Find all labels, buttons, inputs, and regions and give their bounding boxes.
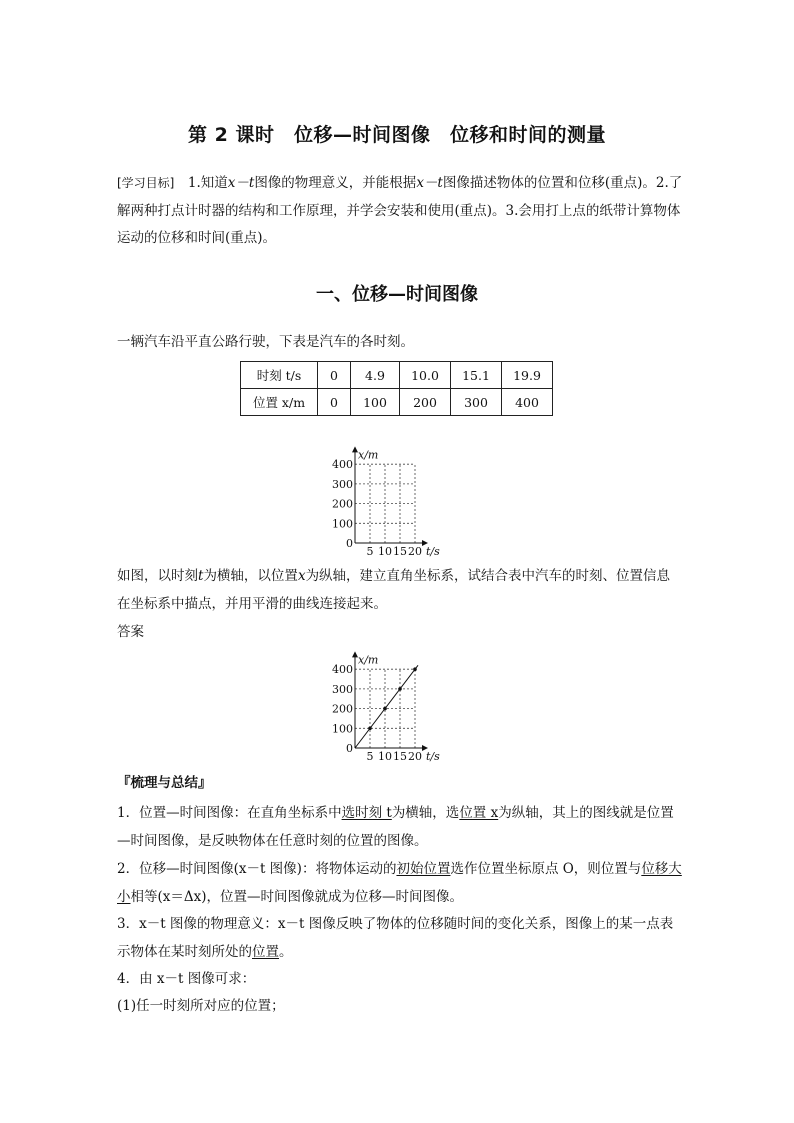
- y-tick-label: 300: [332, 682, 353, 696]
- table-cell: 200: [400, 389, 451, 416]
- objectives-xt-2: x－t: [416, 175, 443, 191]
- question-text: [117, 563, 683, 618]
- x-axis-label: t/s: [426, 750, 440, 763]
- x-tick-label: 5: [366, 750, 374, 763]
- objectives-tag: [学习目标]: [117, 176, 175, 190]
- summary-underlined: 选时刻 t: [341, 805, 392, 821]
- table-cell: 19.9: [502, 362, 553, 389]
- page-title: 第 2 课时 位移—时间图像 位移和时间的测量: [188, 124, 606, 146]
- y-tick-label: 400: [332, 458, 353, 472]
- table-row-label: 位置 x/m: [241, 389, 318, 416]
- summary-text: 1．位置—时间图像：在直角坐标系中: [117, 805, 342, 821]
- answer-xt-chart: [330, 643, 460, 772]
- table-cell: 10.0: [400, 362, 451, 389]
- summary-text: 选作位置坐标原点 O，则位置与: [450, 861, 642, 877]
- objectives-text-1: 1.知道: [174, 175, 228, 191]
- time-position-table: [240, 361, 553, 416]
- x-tick-label: 15: [393, 545, 407, 558]
- summary-underlined: 位置 x: [459, 805, 499, 821]
- table-row: [241, 389, 553, 416]
- summary-item-4: 4．由 x－t 图像可求：: [117, 971, 256, 987]
- summary-item-2: [117, 856, 683, 911]
- chart-svg: [330, 643, 460, 768]
- table-cell: 300: [451, 389, 502, 416]
- summary-underlined: 初始位置: [396, 861, 451, 877]
- summary-item-1: [117, 800, 683, 855]
- x-tick-label: 10: [378, 545, 392, 558]
- table-cell: 400: [502, 389, 553, 416]
- summary-text: 为横轴，选: [391, 805, 460, 821]
- origin-label: 0: [346, 537, 353, 550]
- learning-objectives: [117, 170, 683, 253]
- summary-text: 。: [279, 943, 293, 960]
- question-part: 如图，以时刻: [117, 568, 198, 584]
- data-point: [368, 727, 372, 731]
- data-point: [398, 687, 402, 691]
- summary-item-5: (1)任一时刻所对应的位置；: [117, 998, 285, 1014]
- summary-underlined: 位置: [252, 943, 279, 960]
- summary-text: 为纵轴，其上的图线就是位置—时间图像，是反映物体在任意时刻的位置的图像。: [117, 805, 674, 849]
- question-var-x: x: [297, 568, 306, 584]
- table-row: [241, 362, 553, 389]
- table-row-label: 时刻 t/s: [241, 362, 318, 389]
- objectives-text-3: 图像描述物体的位置和位移(重点)。2.了解两种打点计时器的结构和工作原理，并学会安装和使用(重点)。3.会用打上点的纸带计算物体运动的位移和时间(重点)。: [117, 175, 683, 246]
- table-cell: 0: [318, 389, 351, 416]
- table-cell: 15.1: [451, 362, 502, 389]
- y-tick-label: 300: [332, 477, 353, 491]
- x-axis-label: t/s: [426, 545, 440, 558]
- y-tick-label: 200: [332, 497, 353, 511]
- x-tick-label: 15: [393, 750, 407, 763]
- question-part: 为横轴，以位置: [203, 568, 298, 584]
- answer-label: 答案: [117, 624, 144, 640]
- y-tick-label: 100: [332, 722, 353, 736]
- question-var-t: t: [198, 568, 204, 584]
- x-tick-label: 20: [408, 545, 422, 558]
- y-axis-label: x/m: [358, 448, 379, 462]
- x-tick-label: 5: [366, 545, 374, 558]
- y-tick-label: 200: [332, 702, 353, 716]
- section-heading: 一、位移—时间图像: [316, 284, 478, 305]
- x-tick-label: 10: [378, 750, 392, 763]
- summary-underlined: 位移大小: [117, 861, 682, 905]
- fit-line: [355, 665, 418, 748]
- table-cell: 0: [318, 362, 351, 389]
- summary-heading: 『梳理与总结』: [117, 775, 212, 791]
- chart-svg: [330, 438, 460, 563]
- question-part: 为纵轴，建立直角坐标系，试结合表中汽车的时刻、位置信息在坐标系中描点，并用平滑的曲线连接起来。: [117, 568, 671, 612]
- summary-text: 2．位移—时间图像(x－t 图像)：将物体运动的: [117, 861, 397, 877]
- empty-xt-chart: [330, 438, 460, 567]
- objectives-xt-1: x－t: [227, 175, 255, 191]
- table-cell: 100: [351, 389, 400, 416]
- objectives-text-2: 图像的物理意义，并能根据: [254, 175, 417, 191]
- summary-item-3: [117, 911, 683, 966]
- data-point: [413, 667, 417, 671]
- y-tick-label: 400: [332, 663, 353, 677]
- intro-text: 一辆汽车沿平直公路行驶，下表是汽车的各时刻。: [117, 334, 414, 350]
- y-tick-label: 100: [332, 517, 353, 531]
- summary-text: 相等(x＝Δx)，位置—时间图像就成为位移—时间图像。: [130, 888, 464, 905]
- data-point: [383, 707, 387, 711]
- origin-label: 0: [346, 742, 353, 755]
- y-axis-label: x/m: [358, 653, 379, 667]
- summary-text: 3．x－t 图像的物理意义：x－t 图像反映了物体的位移随时间的变化关系，图像上的某一点表示物体在某时刻所处的: [117, 916, 674, 960]
- table-cell: 4.9: [351, 362, 400, 389]
- x-tick-label: 20: [408, 750, 422, 763]
